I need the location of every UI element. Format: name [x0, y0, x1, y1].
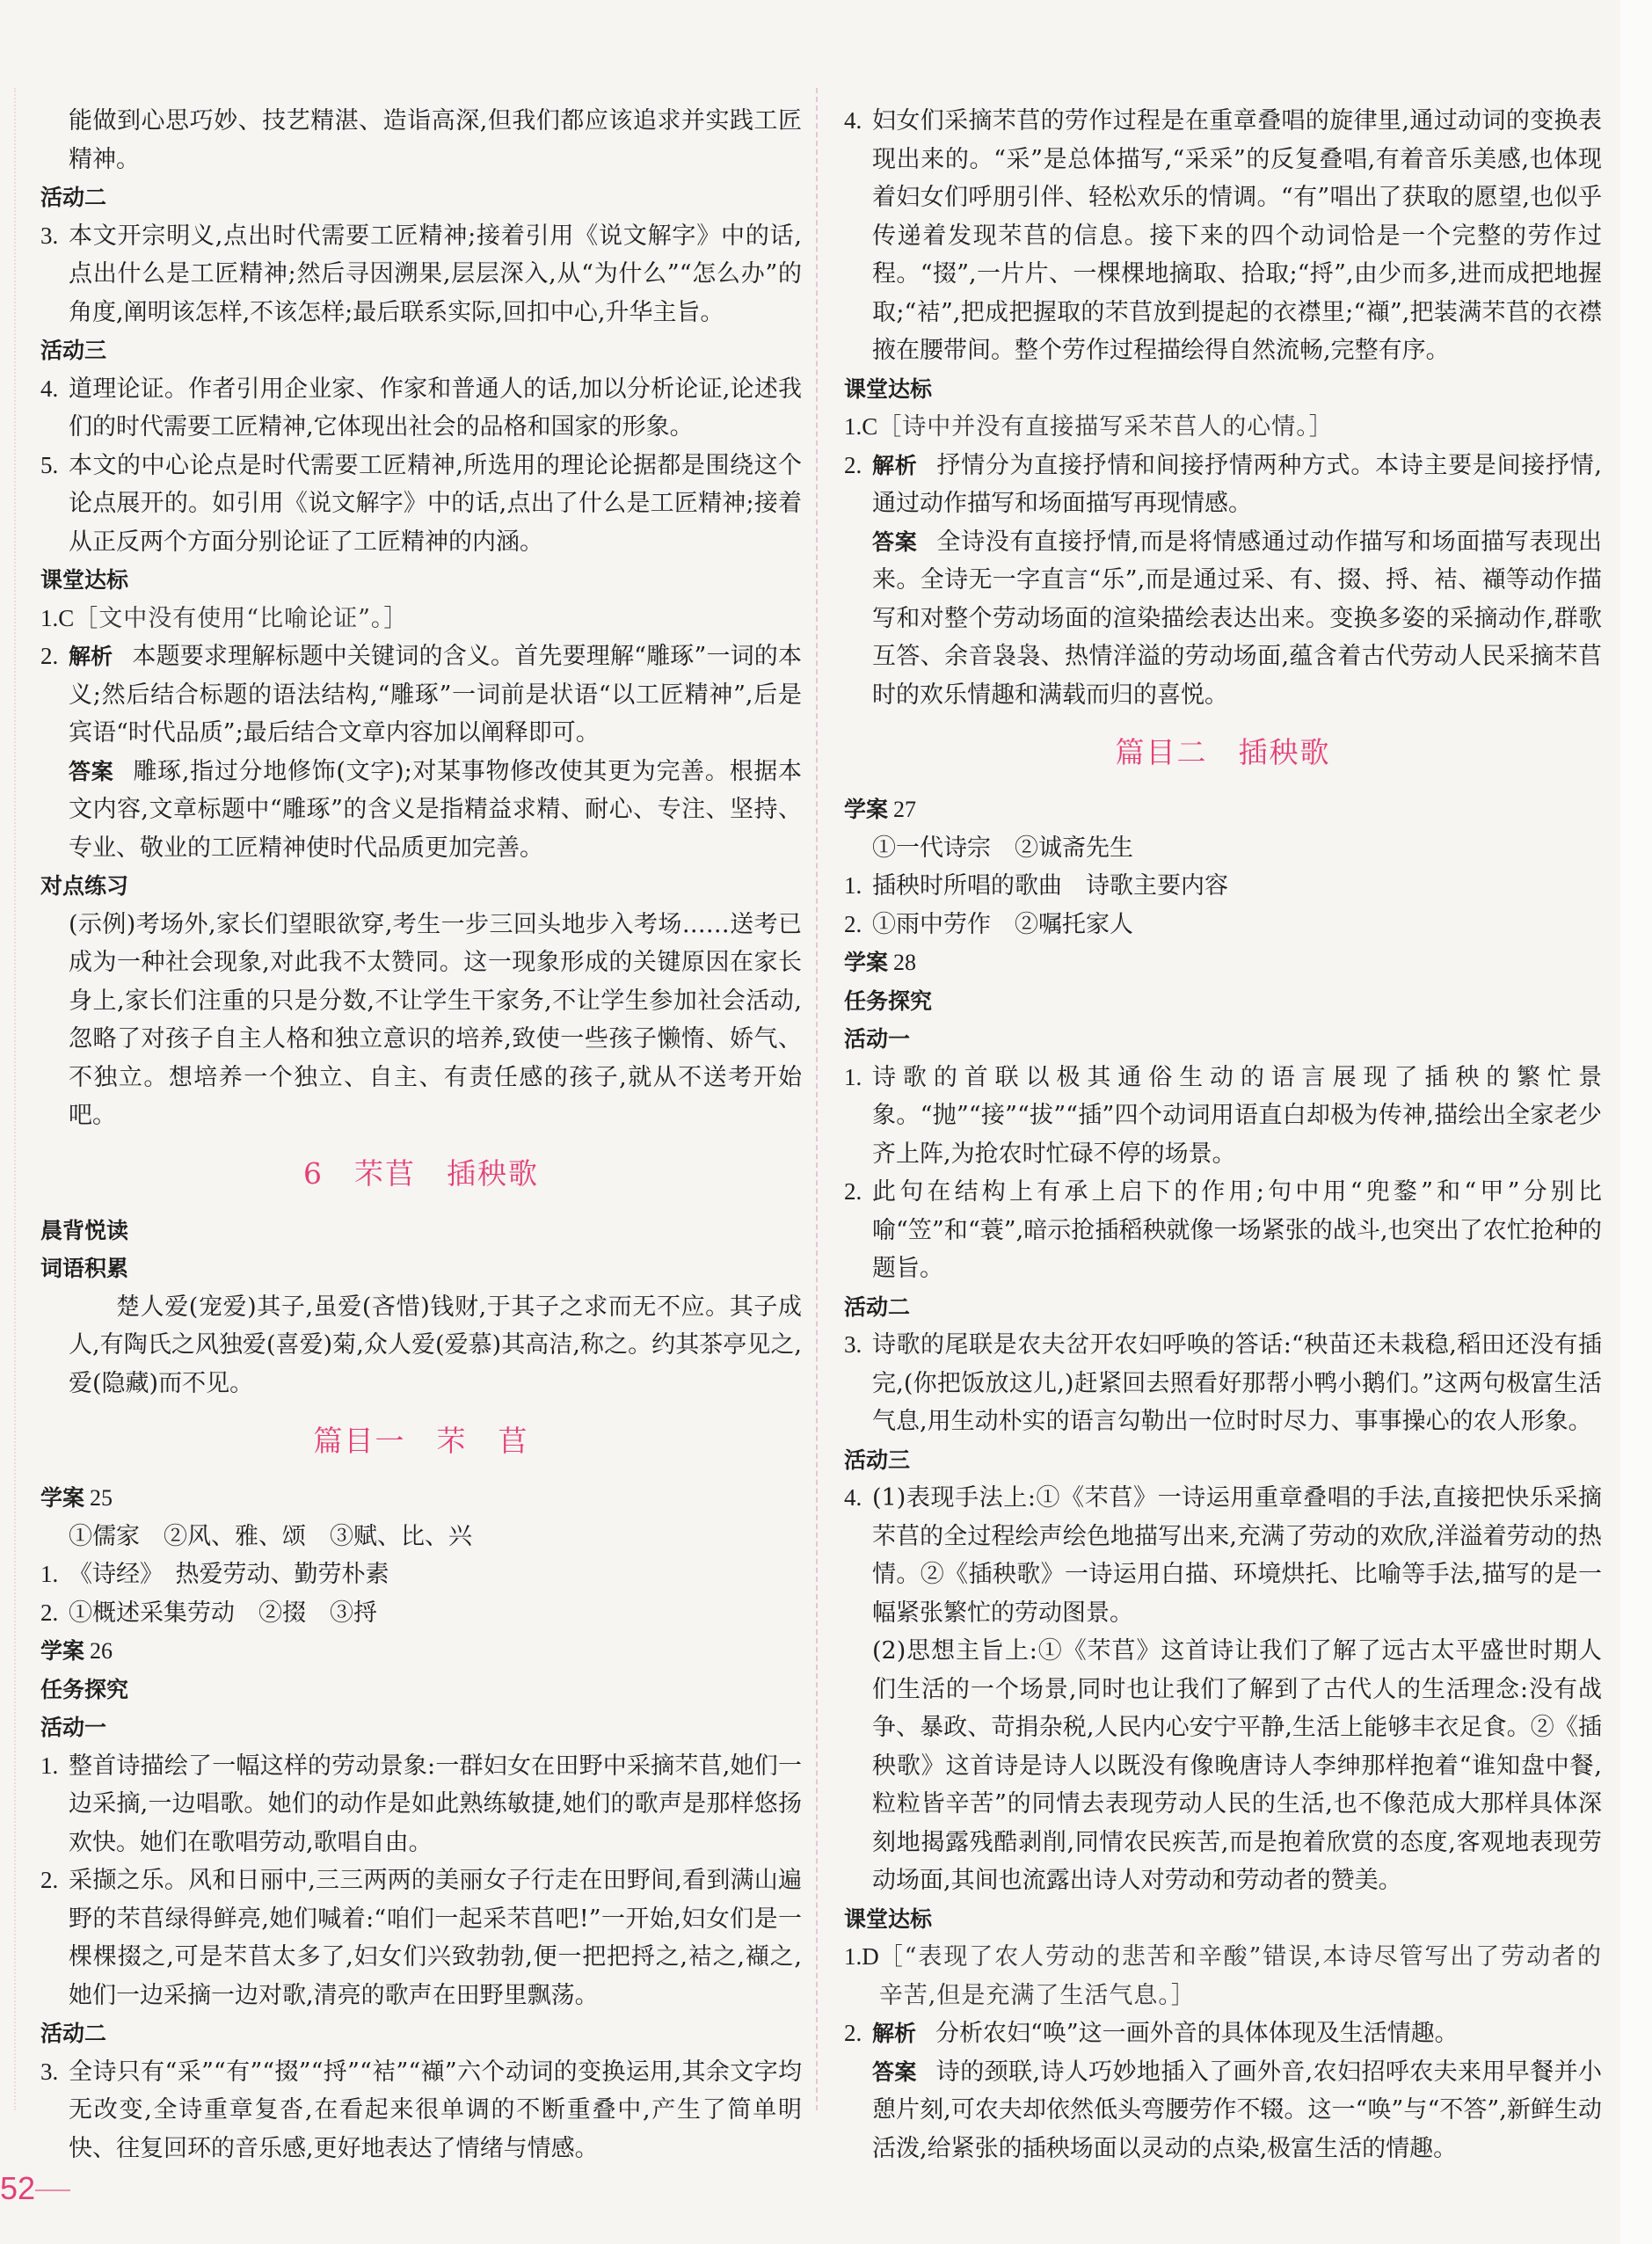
item-number: 4.: [40, 375, 59, 402]
section-heading: [844, 1288, 1602, 1327]
item-body: [69, 1518, 802, 1556]
answer-item: [844, 408, 1602, 447]
answer-item: [40, 447, 802, 562]
page-number: 52: [0, 2170, 36, 2206]
page-number-rule: [35, 2189, 70, 2191]
answer-item: [844, 906, 1602, 944]
item-text: 全诗没有直接抒情,而是将情感通过动作描写和场面描写表现出来。全诗无一字直言“乐”,而是通过采、有、掇、捋、袺、襭等动作描写和对整个劳动场面的渲染描绘表达出来。变换多姿的采摘动作,群歌互答、余音袅袅、热情洋溢的劳动场面,蕴含着古代劳动人民采摘芣苢时的欢乐情趣和满载而归的喜悦。: [872, 528, 1602, 709]
answer-item: [844, 523, 1602, 715]
item-body: [872, 906, 1602, 944]
section-heading: [40, 561, 802, 600]
section-heading: [40, 332, 802, 370]
heading-text: 词语积累: [40, 1256, 129, 1281]
answer-item: [844, 102, 1602, 370]
item-text: 插秧时所唱的歌曲 诗歌主要内容: [872, 872, 1228, 900]
heading-text: 学案: [40, 1638, 85, 1664]
item-number: 2.: [844, 451, 862, 478]
section-heading: [844, 1441, 1602, 1480]
answer-item: [40, 217, 802, 332]
section-heading: [40, 867, 802, 906]
item-label: 解析: [872, 452, 918, 478]
item-text: 全诗只有“采”“有”“掇”“捋”“袺”“襭”六个动词的变换运用,其余文字均无改变,全诗重章复沓,在看起来很单调的不断重叠中,产生了简单明快、往复回环的音乐感,更好地表达了情绪与情感。: [69, 2058, 802, 2162]
answer-item: [40, 2053, 802, 2168]
answer-item: [40, 1518, 802, 1556]
item-number: 1.: [844, 872, 862, 899]
left-margin-line: [14, 88, 16, 2110]
item-number: 1.C: [844, 413, 878, 440]
item-body: [877, 408, 1602, 447]
answer-item: [844, 447, 1602, 523]
section-heading: [844, 944, 1602, 982]
item-body: [69, 1288, 802, 1403]
item-body: [69, 1556, 802, 1594]
answer-item: [40, 102, 802, 178]
heading-text: 课堂达标: [40, 567, 129, 593]
item-number: 3.: [844, 1331, 862, 1358]
item-text: (示例)考场外,家长们望眼欲穿,考生一步三回头地步入考场……送考已成为一种社会现象,对此我不太赞同。这一现象形成的关键原因在家长身上,家长们注重的只是分数,不让学生干家务,不让学生参加社会活动,忽略了对孩子自主人格和独立意识的培养,致使一些孩子懒惰、娇气、不独立。想培养一个独立、自主、有责任感的孩子,就从不送考开始吧。: [69, 910, 802, 1129]
item-text: 能做到心思巧妙、技艺精湛、造诣高深,但我们都应该追求并实践工匠精神。: [69, 107, 802, 173]
item-text: (2)思想主旨上:①《芣苢》这首诗让我们了解了远古太平盛世时期人们生活的一个场景,同时也让我们了解到了古代人的生活理念:没有战争、暴政、苛捐杂税,人民内心安宁平静,生活上能够丰衣足食。②《插秧歌》这首诗是诗人以既没有像晚唐诗人李绅那样抱着“谁知盘中餐,粒粒皆辛苦”的同情去表现劳动人民的生活,也不像范成大那样具体深刻地揭露残酷剥削,同情农民疾苦,而是抱着欣赏的态度,客观地表现劳动场面,其间也流露出诗人对劳动和劳动者的赞美。: [872, 1637, 1602, 1894]
heading-text: 学案: [844, 950, 889, 975]
item-text: 妇女们采摘芣苢的劳作过程是在重章叠唱的旋律里,通过动词的变换表现出来的。“采”是总体描写,“采采”的反复叠唱,有着音乐美感,也体现着妇女们呼朋引伴、轻松欢乐的情调。“有”唱出了获取的愿望,也似乎传递着发现芣苢的信息。接下来的四个动词恰是一个完整的劳作过程。“掇”,一片片、一棵棵地摘取、拾取;“捋”,由少而多,进而成把地握取;“袺”,把成把握取的芣苢放到提起的衣襟里;“襭”,把装满芣苢的衣襟掖在腰带间。整个劳作过程描绘得自然流畅,完整有序。: [872, 107, 1602, 364]
item-number: 5.: [40, 451, 59, 478]
item-body: [872, 523, 1602, 715]
item-body: [872, 867, 1602, 906]
item-text: 道理论证。作者引用企业家、作家和普通人的话,加以分析论证,论述我们的时代需要工匠精神,它体现出社会的品格和国家的形象。: [69, 375, 802, 441]
item-text: ［文中没有使用“比喻论证”。］: [74, 604, 409, 632]
item-number: 2.: [844, 2020, 862, 2046]
item-text: 诗的颈联,诗人巧妙地插入了画外音,农妇招呼农夫来用早餐并小憩片刻,可农夫却依然低头弯腰劳作不辍。这一“唤”与“不答”,新鲜生动活泼,给紧张的插秧场面以灵动的点染,极富生活的情趣。: [872, 2058, 1602, 2162]
item-number: 3.: [40, 2058, 59, 2085]
section-heading: [844, 790, 1602, 829]
item-number: [40, 1518, 69, 1556]
answer-item: [844, 1479, 1602, 1632]
heading-page-ref: 27: [893, 797, 917, 822]
item-body: [872, 1479, 1602, 1632]
answer-item: [40, 753, 802, 868]
answer-item: [40, 906, 802, 1135]
item-text: ①儒家 ②风、雅、颂 ③赋、比、兴: [69, 1522, 472, 1550]
item-body: [872, 829, 1602, 868]
section-heading: [40, 1479, 802, 1518]
item-label: 答案: [872, 528, 918, 555]
item-label: 解析: [872, 2021, 917, 2046]
item-body: [872, 2014, 1602, 2053]
item-text: 诗歌的首联以极其通俗生动的语言展现了插秧的繁忙景象。“抛”“接”“拔”“插”四个动词用语直白却极为传神,描绘出全家老少齐上阵,为抢农时忙碌不停的场景。: [872, 1063, 1602, 1168]
page-edge: [1620, 0, 1652, 2244]
item-text: ［“表现了农人劳动的悲苦和辛酸”错误,本诗尽管写出了劳动者的辛苦,但是充满了生活气息。］: [878, 1943, 1602, 2009]
item-number: [844, 523, 872, 715]
item-number: [40, 102, 69, 178]
item-text: 楚人爱(宠爱)其子,虽爱(吝惜)钱财,于其子之求而无不应。其子成人,有陶氏之风独爱(喜爱)菊,众人爱(爱慕)其高洁,称之。约其茶亭见之,爱(隐藏)而不见。: [69, 1293, 802, 1397]
item-text: 整首诗描绘了一幅这样的劳动景象:一群妇女在田野中采摘芣苢,她们一边采摘,一边唱歌。她们的动作是如此熟练敏捷,她们的歌声是那样悠扬欢快。她们在歌唱劳动,歌唱自由。: [69, 1752, 802, 1856]
item-number: 1.: [844, 1063, 862, 1090]
item-number: [40, 906, 69, 1135]
section-heading: [40, 1708, 802, 1747]
item-number: 2.: [40, 1599, 59, 1626]
heading-text: 活动二: [40, 185, 107, 210]
item-body: [69, 1594, 802, 1633]
item-text: ①雨中劳作 ②嘱托家人: [872, 910, 1133, 938]
item-body: [74, 600, 802, 638]
item-body: [69, 1862, 802, 2014]
right-column: [844, 102, 1602, 2168]
section-heading: [844, 1020, 1602, 1059]
item-body: [69, 447, 802, 562]
heading-text: 任务探究: [40, 1676, 129, 1702]
heading-text: 活动二: [844, 1293, 911, 1320]
heading-text: 学案: [844, 797, 889, 822]
section-heading: [40, 1212, 802, 1250]
section-title: 篇目二 插秧歌: [1115, 735, 1331, 769]
item-text: ①一代诗宗 ②诚斋先生: [872, 834, 1133, 862]
heading-text: 任务探究: [844, 987, 933, 1014]
item-body: [879, 1938, 1602, 2014]
item-label: 答案: [69, 758, 114, 784]
item-text: 《诗经》 热爱劳动、勤劳朴素: [69, 1561, 389, 1588]
item-number: 4.: [844, 107, 862, 134]
answer-item: [844, 2053, 1602, 2168]
answer-item: [40, 638, 802, 753]
heading-text: 活动三: [844, 1446, 911, 1473]
answer-item: [844, 1173, 1602, 1288]
item-number: 4.: [844, 1484, 862, 1511]
section-heading: [844, 982, 1602, 1021]
item-body: [69, 906, 802, 1135]
item-text: 分析农妇“唤”这一画外音的具体体现及生活情趣。: [935, 2020, 1459, 2047]
item-body: [69, 102, 802, 178]
item-body: [872, 1326, 1602, 1441]
answer-item: [844, 1938, 1602, 2014]
item-number: 1.: [40, 1561, 59, 1587]
section-title: 6 芣苢 插秧歌: [303, 1155, 539, 1191]
item-body: [872, 447, 1602, 523]
item-number: 2.: [844, 910, 862, 937]
item-number: 1.D: [844, 1943, 879, 1970]
heading-page-ref: 26: [90, 1638, 113, 1664]
section-heading: [844, 1900, 1602, 1939]
answer-item: [40, 1594, 802, 1633]
item-text: 本题要求理解标题中关键词的含义。首先要理解“雕琢”一词的本义;然后结合标题的语法结构,“雕琢”一词前是状语“以工匠精神”,后是宾语“时代品质”;最后结合文章内容加以阐释即可。: [69, 643, 802, 747]
heading-text: 学案: [40, 1485, 85, 1511]
left-column: [40, 102, 802, 2168]
section-heading: [40, 1671, 802, 1709]
item-number: 1.C: [40, 604, 75, 631]
item-label: 解析: [69, 644, 113, 669]
heading-text: 对点练习: [40, 873, 129, 899]
item-number: [844, 2053, 872, 2168]
item-body: [872, 1632, 1602, 1900]
item-number: 2.: [40, 643, 59, 669]
item-label: 答案: [872, 2058, 917, 2085]
item-body: [872, 1059, 1602, 1174]
item-text: 诗歌的尾联是农夫岔开农妇呼唤的答话:“秧苗还未栽稳,稻田还没有插完,(你把饭放这儿,)赶紧回去照看好那帮小鸭小鹅们。”这两句极富生活气息,用生动朴实的语言勾勒出一位时时尽力、事事操心的农人形象。: [872, 1331, 1602, 1435]
item-number: 2.: [844, 1178, 862, 1205]
item-number: 1.: [40, 1752, 59, 1779]
heading-page-ref: 25: [90, 1485, 113, 1511]
item-body: [69, 638, 802, 753]
item-text: 采撷之乐。风和日丽中,三三两两的美丽女子行走在田野间,看到满山遍野的芣苢绿得鲜亮,她们喊着:“咱们一起采芣苢吧!”一开始,妇女们是一棵棵掇之,可是芣苢太多了,妇女们兴致勃勃,便一把把捋之,袺之,襭之,她们一边采摘一边对歌,清亮的歌声在田野里飘荡。: [69, 1867, 802, 2009]
item-text: 雕琢,指过分地修饰(文字);对某事物修改使其更为完善。根据本文内容,文章标题中“雕琢”的含义是指精益求精、耐心、专注、坚持、专业、敬业的工匠精神使时代品质更加完善。: [69, 757, 802, 862]
item-number: [844, 829, 872, 868]
item-body: [69, 2053, 802, 2168]
item-body: [69, 1747, 802, 1862]
section-title: 篇目一 芣 苢: [313, 1424, 529, 1458]
heading-text: 课堂达标: [844, 375, 933, 402]
answer-item: [844, 1326, 1602, 1441]
answer-item: [844, 1632, 1602, 1900]
item-text: ①概述采集劳动 ②掇 ③捋: [69, 1599, 377, 1627]
item-body: [872, 2053, 1602, 2168]
item-text: ［诗中并没有直接描写采芣苢人的心情。］: [877, 413, 1334, 441]
item-body: [872, 1173, 1602, 1288]
answer-item: [844, 1059, 1602, 1174]
heading-text: 晨背悦读: [40, 1217, 129, 1243]
section-heading: [844, 370, 1602, 409]
item-text: (1)表现手法上:①《芣苢》一诗运用重章叠唱的手法,直接把快乐采摘芣苢的全过程绘声绘色地描写出来,充满了劳动的欢欣,洋溢着劳动的热情。②《插秧歌》一诗运用白描、环境烘托、比喻等手法,描写的是一幅紧张繁忙的劳动图景。: [872, 1484, 1602, 1627]
item-number: [40, 1288, 69, 1403]
heading-text: 活动三: [40, 338, 107, 363]
answer-item: [40, 1747, 802, 1862]
item-number: [844, 1632, 872, 1900]
item-number: 3.: [40, 222, 59, 249]
answer-item: [844, 829, 1602, 868]
heading-text: 活动一: [844, 1026, 911, 1052]
item-text: 本文开宗明义,点出时代需要工匠精神;接着引用《说文解字》中的话,点出什么是工匠精神;然后寻因溯果,层层深入,从“为什么”“怎么办”的角度,阐明该怎样,不该怎样;最后联系实际,回扣中心,升华主旨。: [69, 222, 802, 326]
item-body: [69, 217, 802, 332]
heading-text: 课堂达标: [844, 1905, 933, 1932]
heading-text: 活动二: [40, 2021, 107, 2046]
item-text: 本文的中心论点是时代需要工匠精神,所选用的理论论据都是围绕这个论点展开的。如引用《说文解字》中的话,点出了什么是工匠精神;接着从正反两个方面分别论证了工匠精神的内涵。: [69, 451, 802, 556]
answer-item: [40, 600, 802, 638]
answer-item: [40, 370, 802, 447]
item-text: 此句在结构上有承上启下的作用;句中用“兜鍪”和“甲”分别比喻“笠”和“蓑”,暗示抢插稻秧就像一场紧张的战斗,也突出了农忙抢种的题旨。: [872, 1178, 1602, 1282]
answer-item: [844, 2014, 1602, 2053]
heading-text: 活动一: [40, 1715, 107, 1740]
column-divider: [816, 88, 818, 2110]
item-text: 抒情分为直接抒情和间接抒情两种方式。本诗主要是间接抒情,通过动作描写和场面描写再现情感。: [872, 451, 1602, 517]
item-body: [872, 102, 1602, 370]
answer-item: [844, 867, 1602, 906]
item-number: 2.: [40, 1867, 59, 1893]
heading-page-ref: 28: [893, 950, 917, 975]
answer-item: [40, 1862, 802, 2014]
section-heading: [40, 2014, 802, 2053]
section-heading: [40, 178, 802, 217]
answer-item: [40, 1556, 802, 1594]
item-body: [69, 370, 802, 447]
section-heading: [40, 1250, 802, 1288]
item-number: [40, 753, 69, 868]
item-body: [69, 753, 802, 868]
section-heading: [40, 1632, 802, 1671]
answer-item: [40, 1288, 802, 1403]
